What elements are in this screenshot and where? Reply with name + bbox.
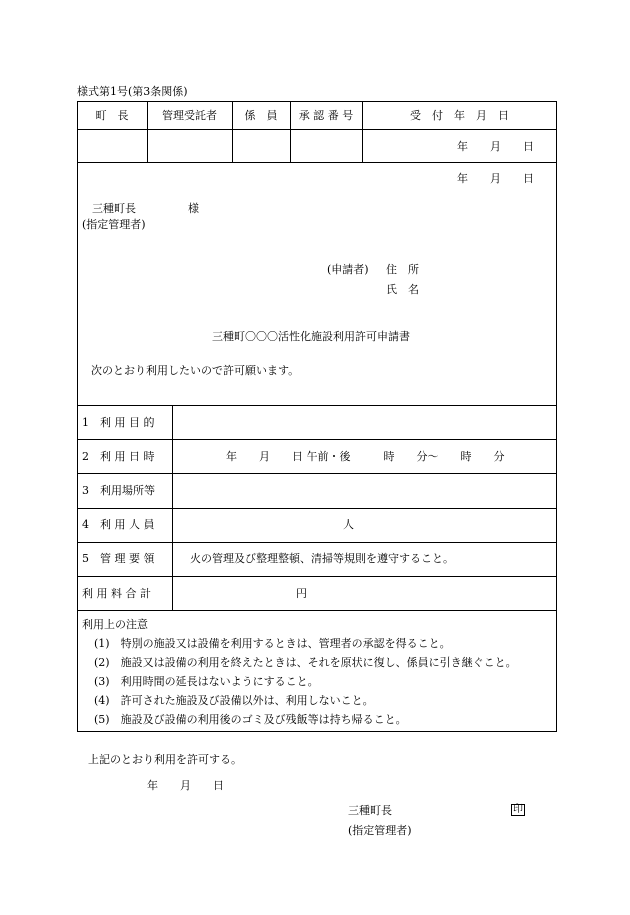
datetime-label: 2 利 用 日 時 xyxy=(82,450,155,463)
datetime-value: 年 月 日 午前・後 時 分〜 時 分 xyxy=(226,450,505,463)
people-label: 4 利 用 人 員 xyxy=(82,518,155,531)
addressee-honorific: 様 xyxy=(188,202,199,215)
header-received: 受 付 年 月 日 xyxy=(410,109,509,122)
place-label: 3 利用場所等 xyxy=(82,484,155,497)
header-town-mayor: 町 長 xyxy=(95,109,129,122)
purpose-label: 1 利 用 目 的 xyxy=(82,416,155,429)
header-row-divider xyxy=(77,129,557,130)
header-manager: 管理受託者 xyxy=(162,109,217,122)
header-received-date: 年 月 日 xyxy=(457,140,534,153)
addressee-name: 三種町長 xyxy=(92,202,136,215)
note-item-1: (1) 特別の施設又は設備を利用するときは、管理者の承認を得ること。 xyxy=(94,637,451,650)
form-label: 様式第1号(第3条関係) xyxy=(77,85,188,98)
address-label: 住 所 xyxy=(386,263,419,276)
application-date: 年 月 日 xyxy=(457,172,534,185)
notes-heading: 利用上の注意 xyxy=(82,618,148,631)
signer-name: 三種町長 xyxy=(348,804,392,817)
applicant-label: (申請者) xyxy=(327,263,369,276)
permission-text: 上記のとおり利用を許可する。 xyxy=(88,753,242,766)
permission-date: 年 月 日 xyxy=(147,779,224,792)
note-item-4: (4) 許可された施設及び設備以外は、利用しないこと。 xyxy=(94,694,374,707)
rules-value: 火の管理及び整理整頓、清掃等規則を遵守すること。 xyxy=(190,552,454,565)
seal-icon: 印 xyxy=(513,804,523,815)
name-label: 氏 名 xyxy=(386,283,419,296)
fee-value: 円 xyxy=(296,587,307,600)
note-item-2: (2) 施設又は設備の利用を終えたときは、それを原状に復し、係員に引き継ぐこと。 xyxy=(94,656,517,669)
fee-label: 利 用 料 合 計 xyxy=(82,587,151,600)
note-item-5: (5) 施設及び設備の利用後のゴミ及び残飯等は持ち帰ること。 xyxy=(94,713,407,726)
rules-label: 5 管 理 要 領 xyxy=(82,552,155,565)
header-approval-no: 承 認 番 号 xyxy=(298,109,354,122)
addressee-designation: (指定管理者) xyxy=(82,218,146,231)
people-value: 人 xyxy=(343,518,354,531)
note-item-3: (3) 利用時間の延長はないようにすること。 xyxy=(94,675,319,688)
document-title: 三種町〇〇〇活性化施設利用許可申請書 xyxy=(212,330,410,343)
header-staff: 係 員 xyxy=(244,109,278,122)
signer-designation: (指定管理者) xyxy=(348,824,412,837)
request-text: 次のとおり利用したいので許可願います。 xyxy=(91,364,300,377)
